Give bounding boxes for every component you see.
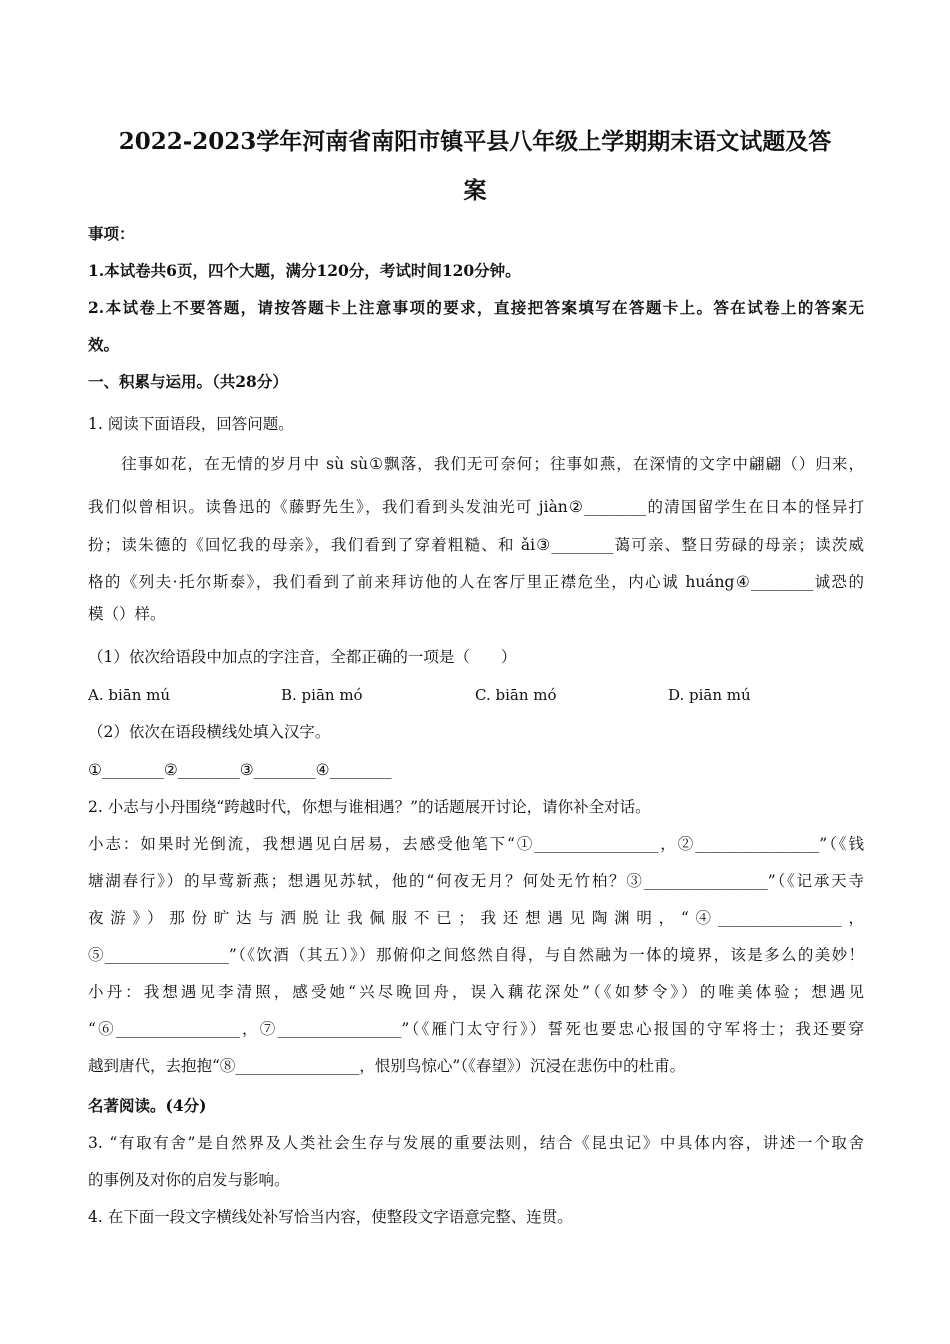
section-2-heading: 名著阅读。(4分)	[88, 1096, 207, 1115]
question-2-line-7: 越到唐代，去抱抱“⑧________________，恨别鸟惊心”（《春望》）沉浸在悲伤中的杜甫。	[88, 1057, 686, 1075]
passage-line-4: 格的《列夫·托尔斯泰》，我们看到了前来拜访他的人在客厅里正襟危坐，内心诚 huáng④________诚恐的	[88, 573, 864, 591]
option-b: B. piān mó	[281, 686, 363, 704]
question-2-line-4: ⑤________________”（《饮酒（其五）》）那俯仰之间悠然自得，与自然融为一体的境界，该是多么的美妙！	[88, 946, 864, 964]
question-1-sub-1: （1）依次给语段中加点的字注音，全都正确的一项是（ ）	[88, 648, 517, 666]
page-title-line-1: 2022-2023学年河南省南阳市镇平县八年级上学期期末语文试题及答	[118, 128, 832, 155]
passage-line-5: 模（）样。	[88, 605, 166, 623]
question-2-line-2: 塘湖春行》）的早莺新燕；想遇见苏轼，他的“何夜无月？何处无竹柏？③________________”（《记承天寺	[88, 872, 864, 890]
notes-item-2-line-1: 2.本试卷上不要答题，请按答题卡上注意事项的要求，直接把答案填写在答题卡上。答在试卷上的答案无	[88, 298, 864, 317]
notes-item-1: 1.本试卷共6页，四个大题，满分120分，考试时间120分钟。	[88, 261, 521, 280]
question-3-line-1: 3. “有取有舍”是自然界及人类社会生存与发展的重要法则，结合《昆虫记》中具体内容，讲述一个取舍	[88, 1134, 864, 1152]
passage-line-3: 扮；读朱德的《回忆我的母亲》，我们看到了穿着粗糙、和 ǎi③________蔼可亲、整日劳碌的母亲；读茨威	[88, 536, 864, 554]
option-d: D. piān mú	[668, 686, 751, 704]
passage-line-2: 我们似曾相识。读鲁迅的《藤野先生》，我们看到头发油光可 jiàn②________的清国留学生在日本的怪异打	[88, 498, 864, 516]
passage-line-1: 往事如花，在无情的岁月中 sù sù①飘落，我们无可奈何；往事如燕，在深情的文字中翩翩（）归来，	[88, 455, 864, 473]
option-c: C. biān mó	[475, 686, 557, 704]
section-1-heading: 一、积累与运用。（共28分）	[88, 372, 288, 391]
page-title-line-2: 案	[463, 177, 487, 204]
question-2-line-5: 小丹：我想遇见李清照，感受她“兴尽晚回舟，误入藕花深处”（《如梦令》）的唯美体验；想遇见	[88, 983, 864, 1001]
question-4-stem: 4. 在下面一段文字横线处补写恰当内容，使整段文字语意完整、连贯。	[88, 1208, 573, 1226]
question-2-line-3: 夜游》）那份旷达与洒脱让我佩服不已；我还想遇见陶渊明，“④________________，	[88, 909, 864, 927]
question-2-line-1: 小志：如果时光倒流，我想遇见白居易，去感受他笔下“①________________，②________________”（《钱	[88, 835, 864, 853]
question-2-stem: 2. 小志与小丹围绕“跨越时代，你想与谁相遇？”的话题展开讨论，请你补全对话。	[88, 798, 651, 816]
notes-item-2-line-2: 效。	[88, 335, 120, 354]
question-3-line-2: 的事例及对你的启发与影响。	[88, 1171, 290, 1189]
question-2-line-6: “⑥________________，⑦________________”（《雁门太守行》）誓死也要忠心报国的守军将士；我还要穿	[88, 1020, 864, 1038]
notes-heading: 事项：	[88, 224, 135, 243]
question-1-stem: 1. 阅读下面语段，回答问题。	[88, 415, 294, 433]
option-a: A. biān mú	[88, 686, 171, 704]
question-1-sub-2: （2）依次在语段横线处填入汉字。	[88, 723, 331, 741]
question-1-blanks: ①________②________③________④________	[88, 761, 392, 779]
